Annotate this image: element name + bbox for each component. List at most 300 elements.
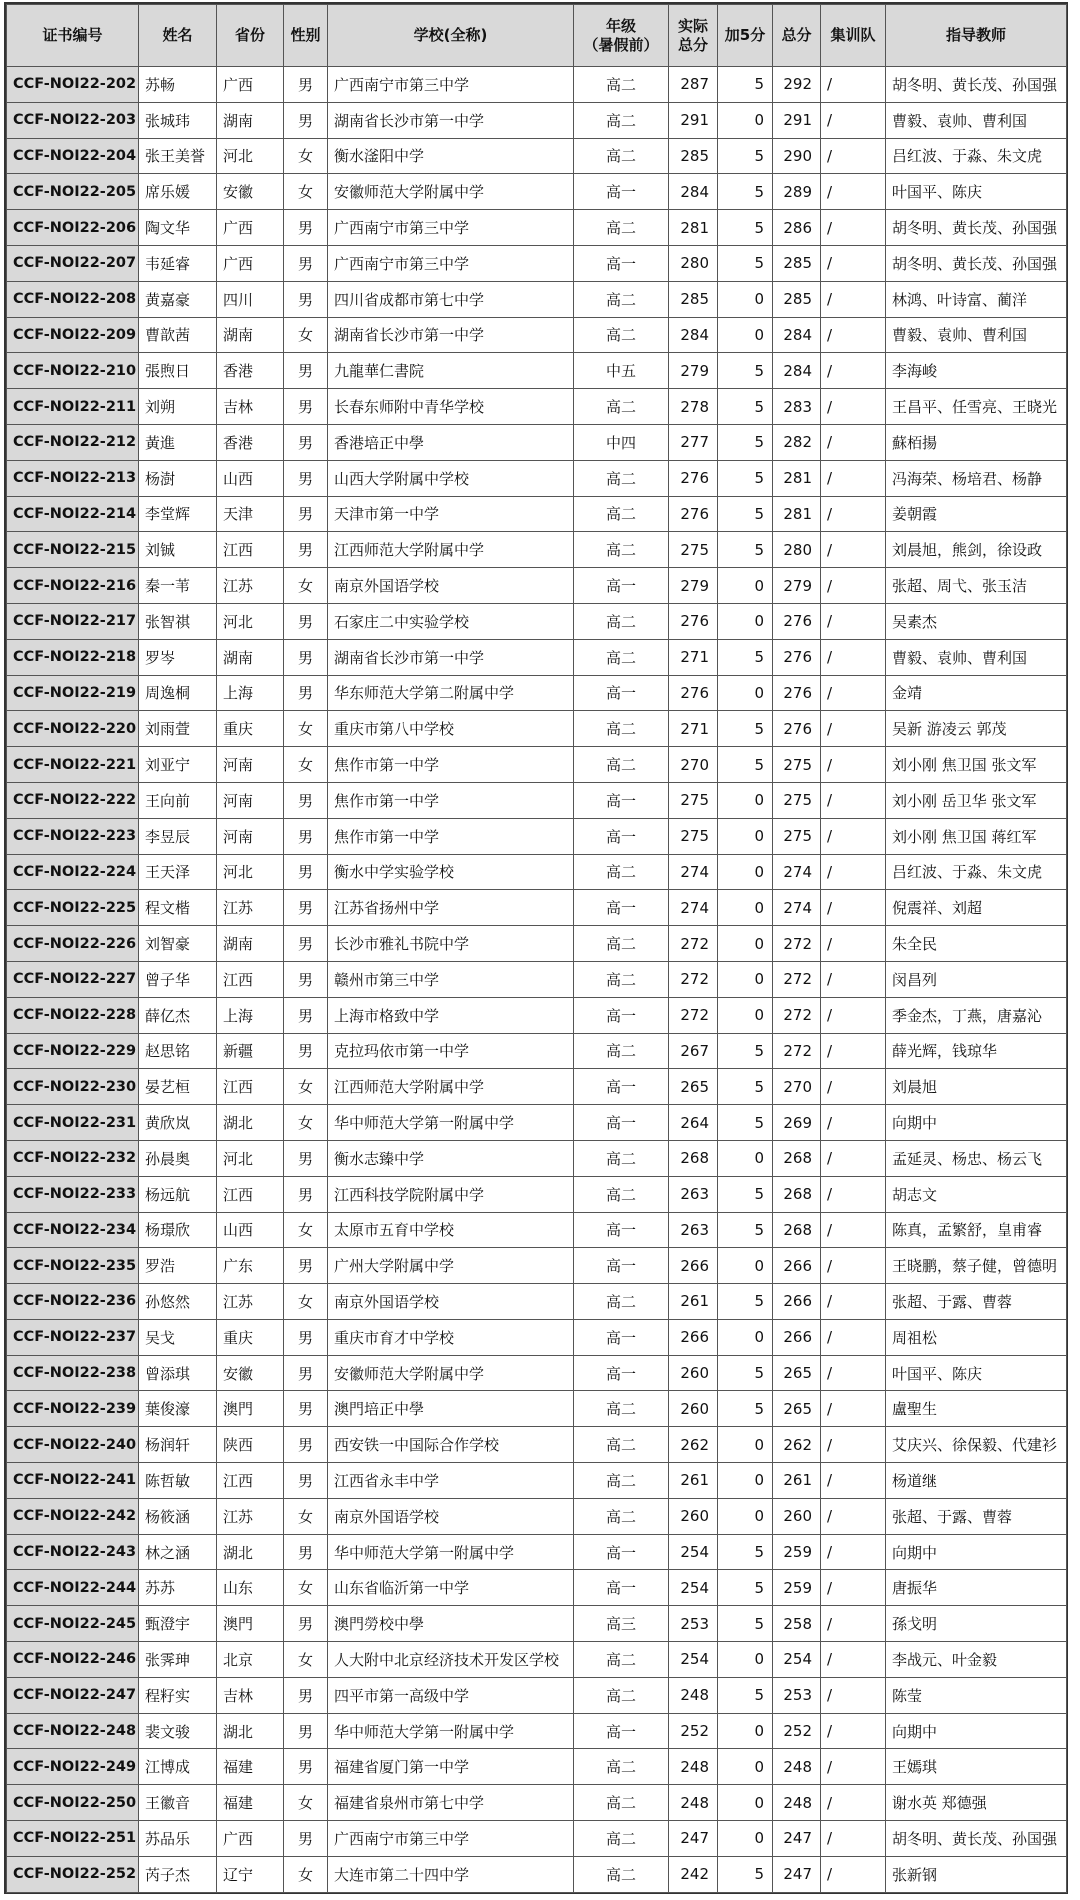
province-cell: 吉林 <box>217 1677 284 1713</box>
school-cell: 澳門培正中學 <box>328 1391 574 1427</box>
school-cell: 安徽师范大学附属中学 <box>328 1355 574 1391</box>
grade-cell: 高一 <box>574 1355 669 1391</box>
total-cell: 262 <box>773 1427 821 1463</box>
team-cell: / <box>821 460 886 496</box>
bonus-cell: 0 <box>718 1463 773 1499</box>
results-table-sheet <box>4 2 1068 1894</box>
grade-cell: 高二 <box>574 1176 669 1212</box>
school-cell: 湖南省长沙市第一中学 <box>328 102 574 138</box>
province-cell: 河南 <box>217 747 284 783</box>
name-cell: 孙晨奥 <box>139 1140 217 1176</box>
total-cell: 269 <box>773 1105 821 1141</box>
teacher-cell: 刘晨旭 <box>886 1069 1067 1105</box>
teacher-cell: 孟延灵、杨忠、杨云飞 <box>886 1140 1067 1176</box>
province-cell: 山东 <box>217 1570 284 1606</box>
table-row <box>7 1856 1067 1892</box>
name-cell: 张霁珅 <box>139 1642 217 1678</box>
total-cell: 276 <box>773 639 821 675</box>
gender-cell: 男 <box>284 496 328 532</box>
grade-cell: 高二 <box>574 102 669 138</box>
gender-cell: 男 <box>284 890 328 926</box>
actual-score-cell: 254 <box>669 1534 718 1570</box>
total-cell: 248 <box>773 1749 821 1785</box>
actual-score-cell: 261 <box>669 1463 718 1499</box>
gender-cell: 男 <box>284 424 328 460</box>
actual-score-cell: 271 <box>669 711 718 747</box>
bonus-cell: 0 <box>718 102 773 138</box>
cert-id-cell: CCF-NOI22-229 <box>7 1033 139 1069</box>
school-cell: 赣州市第三中学 <box>328 961 574 997</box>
actual-score-cell: 271 <box>669 639 718 675</box>
actual-score-cell: 291 <box>669 102 718 138</box>
bonus-cell: 5 <box>718 532 773 568</box>
total-cell: 275 <box>773 818 821 854</box>
gender-cell: 男 <box>284 460 328 496</box>
cert-id-cell: CCF-NOI22-220 <box>7 711 139 747</box>
teacher-cell: 张超、于露、曹蓉 <box>886 1498 1067 1534</box>
gender-cell: 女 <box>284 1570 328 1606</box>
name-cell: 杨润轩 <box>139 1427 217 1463</box>
grade-cell: 中五 <box>574 353 669 389</box>
team-cell: / <box>821 1606 886 1642</box>
bonus-cell: 5 <box>718 639 773 675</box>
gender-cell: 男 <box>284 1713 328 1749</box>
cert-id-cell: CCF-NOI22-204 <box>7 138 139 174</box>
bonus-cell: 0 <box>718 1821 773 1857</box>
total-cell: 266 <box>773 1248 821 1284</box>
school-cell: 南京外国语学校 <box>328 568 574 604</box>
province-cell: 江苏 <box>217 1498 284 1534</box>
name-cell: 葉俊濠 <box>139 1391 217 1427</box>
table-row <box>7 424 1067 460</box>
table-row <box>7 997 1067 1033</box>
name-cell: 刘亚宁 <box>139 747 217 783</box>
gender-cell: 男 <box>284 997 328 1033</box>
grade-cell: 高一 <box>574 1248 669 1284</box>
table-row <box>7 460 1067 496</box>
cert-id-cell: CCF-NOI22-247 <box>7 1677 139 1713</box>
total-cell: 292 <box>773 67 821 103</box>
school-cell: 福建省厦门第一中学 <box>328 1749 574 1785</box>
province-cell: 江西 <box>217 1463 284 1499</box>
bonus-cell: 5 <box>718 1212 773 1248</box>
gender-cell: 男 <box>284 1606 328 1642</box>
province-cell: 江西 <box>217 532 284 568</box>
bonus-cell: 0 <box>718 1642 773 1678</box>
teacher-cell: 刘小刚 焦卫国 张文军 <box>886 747 1067 783</box>
total-cell: 284 <box>773 317 821 353</box>
table-row <box>7 1606 1067 1642</box>
table-row <box>7 138 1067 174</box>
total-cell: 286 <box>773 210 821 246</box>
name-cell: 吴戈 <box>139 1319 217 1355</box>
name-cell: 张智祺 <box>139 603 217 639</box>
grade-cell: 高二 <box>574 460 669 496</box>
team-cell: / <box>821 424 886 460</box>
teacher-cell: 曹毅、袁帅、曹利国 <box>886 102 1067 138</box>
gender-cell: 女 <box>284 174 328 210</box>
table-row <box>7 1284 1067 1320</box>
province-cell: 湖南 <box>217 317 284 353</box>
grade-cell: 高一 <box>574 1319 669 1355</box>
school-cell: 华东师范大学第二附属中学 <box>328 675 574 711</box>
bonus-cell: 5 <box>718 1606 773 1642</box>
province-cell: 澳門 <box>217 1391 284 1427</box>
province-cell: 湖南 <box>217 926 284 962</box>
bonus-cell: 5 <box>718 424 773 460</box>
team-cell: / <box>821 639 886 675</box>
gender-cell: 男 <box>284 1248 328 1284</box>
total-cell: 247 <box>773 1821 821 1857</box>
team-cell: / <box>821 1749 886 1785</box>
name-cell: 曾子华 <box>139 961 217 997</box>
cert-id-cell: CCF-NOI22-209 <box>7 317 139 353</box>
grade-cell: 高二 <box>574 67 669 103</box>
grade-cell: 高二 <box>574 603 669 639</box>
name-cell: 曹歆茜 <box>139 317 217 353</box>
actual-score-cell: 264 <box>669 1105 718 1141</box>
gender-cell: 女 <box>284 1105 328 1141</box>
province-cell: 江西 <box>217 1069 284 1105</box>
cert-id-cell: CCF-NOI22-222 <box>7 782 139 818</box>
grade-cell: 高一 <box>574 245 669 281</box>
name-cell: 刘雨萱 <box>139 711 217 747</box>
bonus-cell: 5 <box>718 1176 773 1212</box>
bonus-cell: 0 <box>718 1427 773 1463</box>
cert-id-cell: CCF-NOI22-244 <box>7 1570 139 1606</box>
total-cell: 285 <box>773 245 821 281</box>
actual-score-cell: 285 <box>669 281 718 317</box>
gender-cell: 女 <box>284 1785 328 1821</box>
total-cell: 265 <box>773 1355 821 1391</box>
name-cell: 赵思铭 <box>139 1033 217 1069</box>
name-cell: 張煦日 <box>139 353 217 389</box>
team-cell: / <box>821 138 886 174</box>
province-cell: 河南 <box>217 782 284 818</box>
cert-id-cell: CCF-NOI22-221 <box>7 747 139 783</box>
total-cell: 248 <box>773 1785 821 1821</box>
cert-id-cell: CCF-NOI22-211 <box>7 389 139 425</box>
name-cell: 程籽实 <box>139 1677 217 1713</box>
bonus-cell: 5 <box>718 210 773 246</box>
team-cell: / <box>821 496 886 532</box>
total-cell: 291 <box>773 102 821 138</box>
table-row <box>7 711 1067 747</box>
bonus-cell: 5 <box>718 1355 773 1391</box>
school-cell: 人大附中北京经济技术开发区学校 <box>328 1642 574 1678</box>
cert-id-cell: CCF-NOI22-239 <box>7 1391 139 1427</box>
teacher-cell: 朱全民 <box>886 926 1067 962</box>
province-cell: 湖北 <box>217 1534 284 1570</box>
actual-score-cell: 263 <box>669 1176 718 1212</box>
team-cell: / <box>821 245 886 281</box>
teacher-cell: 周祖松 <box>886 1319 1067 1355</box>
team-cell: / <box>821 1785 886 1821</box>
province-cell: 安徽 <box>217 1355 284 1391</box>
bonus-cell: 0 <box>718 782 773 818</box>
name-cell: 席乐媛 <box>139 174 217 210</box>
gender-cell: 男 <box>284 1391 328 1427</box>
school-cell: 广州大学附属中学 <box>328 1248 574 1284</box>
province-cell: 山西 <box>217 460 284 496</box>
grade-cell: 高二 <box>574 1463 669 1499</box>
cert-id-cell: CCF-NOI22-250 <box>7 1785 139 1821</box>
bonus-cell: 0 <box>718 961 773 997</box>
actual-score-cell: 279 <box>669 568 718 604</box>
name-cell: 林之涵 <box>139 1534 217 1570</box>
grade-cell: 高二 <box>574 639 669 675</box>
table-row <box>7 782 1067 818</box>
table-row <box>7 926 1067 962</box>
actual-score-cell: 272 <box>669 961 718 997</box>
actual-score-cell: 281 <box>669 210 718 246</box>
province-cell: 河北 <box>217 138 284 174</box>
grade-cell: 高一 <box>574 675 669 711</box>
total-cell: 259 <box>773 1570 821 1606</box>
school-cell: 华中师范大学第一附属中学 <box>328 1534 574 1570</box>
bonus-cell: 5 <box>718 389 773 425</box>
cert-id-cell: CCF-NOI22-232 <box>7 1140 139 1176</box>
actual-score-cell: 267 <box>669 1033 718 1069</box>
header-score-line2: 总分 <box>677 35 708 54</box>
total-cell: 272 <box>773 926 821 962</box>
bonus-cell: 5 <box>718 67 773 103</box>
gender-cell: 男 <box>284 389 328 425</box>
cert-id-cell: CCF-NOI22-219 <box>7 675 139 711</box>
bonus-cell: 0 <box>718 890 773 926</box>
team-cell: / <box>821 1463 886 1499</box>
actual-score-cell: 260 <box>669 1498 718 1534</box>
total-cell: 289 <box>773 174 821 210</box>
actual-score-cell: 266 <box>669 1319 718 1355</box>
province-cell: 重庆 <box>217 711 284 747</box>
teacher-cell: 李海峻 <box>886 353 1067 389</box>
team-cell: / <box>821 1677 886 1713</box>
grade-cell: 高一 <box>574 1713 669 1749</box>
name-cell: 薛亿杰 <box>139 997 217 1033</box>
name-cell: 周逸桐 <box>139 675 217 711</box>
province-cell: 湖南 <box>217 639 284 675</box>
total-cell: 272 <box>773 997 821 1033</box>
bonus-cell: 5 <box>718 1069 773 1105</box>
name-cell: 曾添琪 <box>139 1355 217 1391</box>
province-cell: 重庆 <box>217 1319 284 1355</box>
teacher-cell: 吴素杰 <box>886 603 1067 639</box>
teacher-cell: 冯海荣、杨培君、杨静 <box>886 460 1067 496</box>
gender-cell: 男 <box>284 281 328 317</box>
team-cell: / <box>821 389 886 425</box>
cert-id-cell: CCF-NOI22-203 <box>7 102 139 138</box>
teacher-cell: 曹毅、袁帅、曹利国 <box>886 639 1067 675</box>
cert-id-cell: CCF-NOI22-251 <box>7 1821 139 1857</box>
school-cell: 衡水滏阳中学 <box>328 138 574 174</box>
header-team: 集训队 <box>821 5 886 67</box>
header-grade-line2: （暑假前） <box>583 35 659 54</box>
grade-cell: 高二 <box>574 532 669 568</box>
actual-score-cell: 284 <box>669 174 718 210</box>
name-cell: 陶文华 <box>139 210 217 246</box>
team-cell: / <box>821 711 886 747</box>
grade-cell: 高二 <box>574 1284 669 1320</box>
name-cell: 罗浩 <box>139 1248 217 1284</box>
total-cell: 276 <box>773 711 821 747</box>
team-cell: / <box>821 1713 886 1749</box>
name-cell: 苏品乐 <box>139 1821 217 1857</box>
table-row <box>7 1176 1067 1212</box>
header-teacher: 指导教师 <box>886 5 1067 67</box>
name-cell: 刘智豪 <box>139 926 217 962</box>
name-cell: 王天泽 <box>139 854 217 890</box>
name-cell: 晏艺桓 <box>139 1069 217 1105</box>
grade-cell: 高二 <box>574 1785 669 1821</box>
total-cell: 254 <box>773 1642 821 1678</box>
total-cell: 272 <box>773 961 821 997</box>
name-cell: 孙悠然 <box>139 1284 217 1320</box>
province-cell: 江苏 <box>217 1284 284 1320</box>
table-row <box>7 568 1067 604</box>
total-cell: 261 <box>773 1463 821 1499</box>
table-row <box>7 1427 1067 1463</box>
table-row <box>7 1391 1067 1427</box>
cert-id-cell: CCF-NOI22-236 <box>7 1284 139 1320</box>
province-cell: 福建 <box>217 1785 284 1821</box>
teacher-cell: 吕红波、于淼、朱文虎 <box>886 854 1067 890</box>
name-cell: 刘铖 <box>139 532 217 568</box>
header-cert-id: 证书编号 <box>7 5 139 67</box>
total-cell: 270 <box>773 1069 821 1105</box>
header-row <box>7 5 1067 67</box>
gender-cell: 男 <box>284 1534 328 1570</box>
school-cell: 广西南宁市第三中学 <box>328 1821 574 1857</box>
team-cell: / <box>821 1212 886 1248</box>
bonus-cell: 5 <box>718 174 773 210</box>
actual-score-cell: 242 <box>669 1856 718 1892</box>
province-cell: 北京 <box>217 1642 284 1678</box>
gender-cell: 男 <box>284 102 328 138</box>
team-cell: / <box>821 532 886 568</box>
name-cell: 李昱辰 <box>139 818 217 854</box>
teacher-cell: 刘小刚 焦卫国 蒋红军 <box>886 818 1067 854</box>
team-cell: / <box>821 1033 886 1069</box>
school-cell: 广西南宁市第三中学 <box>328 245 574 281</box>
bonus-cell: 0 <box>718 1785 773 1821</box>
school-cell: 天津市第一中学 <box>328 496 574 532</box>
team-cell: / <box>821 317 886 353</box>
school-cell: 克拉玛依市第一中学 <box>328 1033 574 1069</box>
total-cell: 268 <box>773 1176 821 1212</box>
actual-score-cell: 277 <box>669 424 718 460</box>
table-row <box>7 245 1067 281</box>
actual-score-cell: 276 <box>669 603 718 639</box>
name-cell: 苏畅 <box>139 67 217 103</box>
table-row <box>7 675 1067 711</box>
total-cell: 268 <box>773 1212 821 1248</box>
gender-cell: 男 <box>284 926 328 962</box>
actual-score-cell: 274 <box>669 854 718 890</box>
team-cell: / <box>821 102 886 138</box>
bonus-cell: 5 <box>718 747 773 783</box>
province-cell: 上海 <box>217 675 284 711</box>
bonus-cell: 5 <box>718 1856 773 1892</box>
grade-cell: 高二 <box>574 926 669 962</box>
bonus-cell: 0 <box>718 854 773 890</box>
bonus-cell: 0 <box>718 997 773 1033</box>
team-cell: / <box>821 1248 886 1284</box>
province-cell: 安徽 <box>217 174 284 210</box>
grade-cell: 高二 <box>574 210 669 246</box>
bonus-cell: 5 <box>718 353 773 389</box>
grade-cell: 高二 <box>574 1677 669 1713</box>
table-row <box>7 317 1067 353</box>
cert-id-cell: CCF-NOI22-202 <box>7 67 139 103</box>
team-cell: / <box>821 818 886 854</box>
table-row <box>7 1498 1067 1534</box>
cert-id-cell: CCF-NOI22-252 <box>7 1856 139 1892</box>
school-cell: 福建省泉州市第七中学 <box>328 1785 574 1821</box>
school-cell: 江西师范大学附属中学 <box>328 532 574 568</box>
teacher-cell: 张新钢 <box>886 1856 1067 1892</box>
grade-cell: 中四 <box>574 424 669 460</box>
gender-cell: 男 <box>284 210 328 246</box>
team-cell: / <box>821 1069 886 1105</box>
actual-score-cell: 254 <box>669 1570 718 1606</box>
team-cell: / <box>821 854 886 890</box>
team-cell: / <box>821 1570 886 1606</box>
team-cell: / <box>821 997 886 1033</box>
table-row <box>7 961 1067 997</box>
actual-score-cell: 268 <box>669 1140 718 1176</box>
bonus-cell: 5 <box>718 1534 773 1570</box>
teacher-cell: 李战元、叶金毅 <box>886 1642 1067 1678</box>
name-cell: 黄嘉豪 <box>139 281 217 317</box>
table-row <box>7 1248 1067 1284</box>
teacher-cell: 林鸿、叶诗富、蔺洋 <box>886 281 1067 317</box>
bonus-cell: 5 <box>718 1391 773 1427</box>
actual-score-cell: 260 <box>669 1391 718 1427</box>
gender-cell: 女 <box>284 1642 328 1678</box>
grade-cell: 高二 <box>574 1391 669 1427</box>
gender-cell: 男 <box>284 1140 328 1176</box>
school-cell: 石家庄二中实验学校 <box>328 603 574 639</box>
province-cell: 江苏 <box>217 890 284 926</box>
gender-cell: 男 <box>284 1176 328 1212</box>
school-cell: 山西大学附属中学校 <box>328 460 574 496</box>
table-row <box>7 1355 1067 1391</box>
gender-cell: 男 <box>284 245 328 281</box>
total-cell: 265 <box>773 1391 821 1427</box>
total-cell: 283 <box>773 389 821 425</box>
school-cell: 四平市第一高级中学 <box>328 1677 574 1713</box>
province-cell: 广西 <box>217 1821 284 1857</box>
teacher-cell: 蘇栢揚 <box>886 424 1067 460</box>
province-cell: 湖北 <box>217 1713 284 1749</box>
name-cell: 罗岑 <box>139 639 217 675</box>
gender-cell: 女 <box>284 317 328 353</box>
name-cell: 王向前 <box>139 782 217 818</box>
teacher-cell: 薛光辉，钱琼华 <box>886 1033 1067 1069</box>
grade-cell: 高二 <box>574 961 669 997</box>
table-row <box>7 1212 1067 1248</box>
school-cell: 湖南省长沙市第一中学 <box>328 639 574 675</box>
teacher-cell: 姜朝霞 <box>886 496 1067 532</box>
name-cell: 杨筱涵 <box>139 1498 217 1534</box>
actual-score-cell: 276 <box>669 675 718 711</box>
actual-score-cell: 248 <box>669 1749 718 1785</box>
province-cell: 香港 <box>217 353 284 389</box>
team-cell: / <box>821 1176 886 1212</box>
grade-cell: 高一 <box>574 1069 669 1105</box>
school-cell: 南京外国语学校 <box>328 1498 574 1534</box>
